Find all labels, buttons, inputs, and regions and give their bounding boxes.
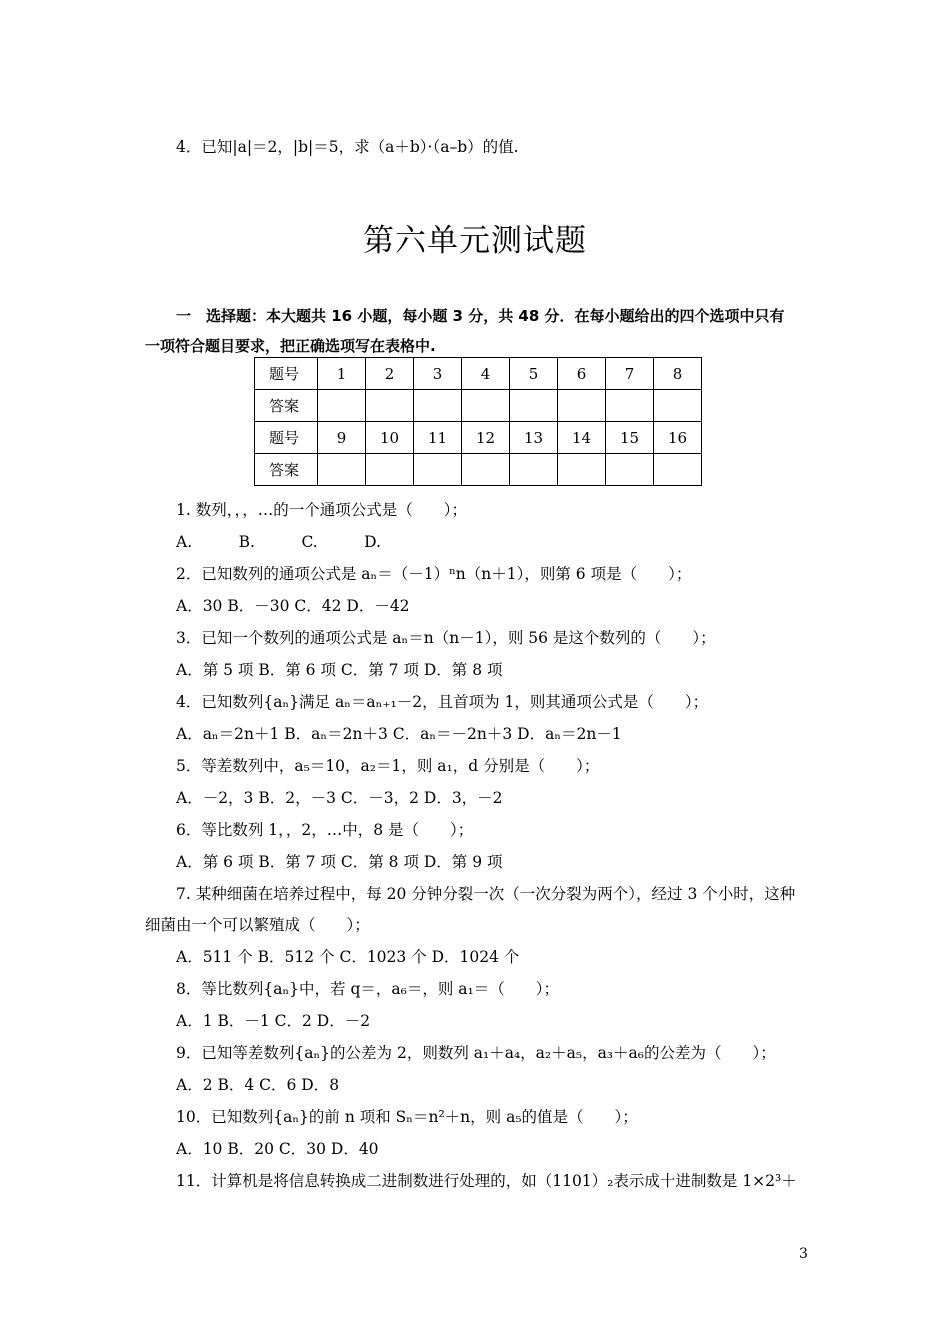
question-line: 5．等差数列中，a₅＝10，a₂＝1，则 a₁，d 分别是（ ）； [176, 757, 600, 775]
option-line: A．30 B．－30 C．42 D．－42 [176, 597, 410, 615]
answer-cell[interactable] [654, 454, 702, 486]
table-cell: 9 [318, 422, 366, 454]
table-cell: 12 [462, 422, 510, 454]
answer-cell[interactable] [558, 454, 606, 486]
question-line: 1. 数列，，，…的一个通项公式是（ ）； [176, 501, 467, 519]
question-line: 2．已知数列的通项公式是 aₙ＝（－1）ⁿn（n＋1），则第 6 项是（ ）； [176, 565, 692, 583]
question-line: 10．已知数列{aₙ}的前 n 项和 Sₙ＝n²＋n，则 a₅的值是（ ）； [176, 1108, 638, 1126]
table-cell: 5 [510, 358, 558, 390]
row-label-question: 题号 [255, 422, 318, 454]
table-row [255, 358, 702, 390]
answer-cell[interactable] [462, 390, 510, 422]
table-cell: 2 [366, 358, 414, 390]
answer-cell[interactable] [654, 390, 702, 422]
option-line: A．－2，3 B．2，－3 C．－3，2 D．3，－2 [176, 789, 503, 807]
answer-cell[interactable] [606, 454, 654, 486]
table-cell: 10 [366, 422, 414, 454]
table-cell: 6 [558, 358, 606, 390]
answer-cell[interactable] [510, 454, 558, 486]
option-line: A. B. C. D. [176, 533, 381, 551]
table-row [255, 454, 702, 486]
question-line: 4．已知数列{aₙ}满足 aₙ＝aₙ₊₁－2，且首项为 1，则其通项公式是（ ）； [176, 693, 709, 711]
page-number: 3 [799, 1246, 808, 1262]
table-cell: 13 [510, 422, 558, 454]
table-cell: 1 [318, 358, 366, 390]
table-row [255, 422, 702, 454]
row-label-answer: 答案 [255, 390, 318, 422]
option-line: A．2 B．4 C．6 D．8 [176, 1076, 340, 1094]
table-cell: 8 [654, 358, 702, 390]
question-7-line2: 细菌由一个可以繁殖成（ ）； [145, 916, 370, 934]
question-line: 9．已知等差数列{aₙ}的公差为 2，则数列 a₁＋a₄，a₂＋a₅，a₃＋a₆的公差为（ ）； [176, 1044, 776, 1062]
answer-cell[interactable] [606, 390, 654, 422]
table-cell: 14 [558, 422, 606, 454]
table-cell: 7 [606, 358, 654, 390]
section-instructions-line2: 一项符合题目要求，把正确选项写在表格中. [145, 337, 436, 355]
answer-cell[interactable] [366, 454, 414, 486]
answer-cell[interactable] [318, 454, 366, 486]
question-line: 6．等比数列 1，，2，…中，8 是（ ）； [176, 821, 474, 839]
question-line: 11．计算机是将信息转换成二进制数进行处理的，如（1101）₂表示成十进制数是 1×2³＋ [176, 1172, 797, 1190]
answer-cell[interactable] [510, 390, 558, 422]
previous-question-4: 4．已知|a|＝2，|b|＝5，求（a＋b）·（a–b）的值. [176, 138, 519, 156]
option-line: A．511 个 B．512 个 C．1023 个 D．1024 个 [176, 948, 520, 966]
option-line: A．10 B．20 C．30 D．40 [176, 1140, 379, 1158]
option-line: A．第 6 项 B．第 7 项 C．第 8 项 D．第 9 项 [176, 853, 503, 871]
table-cell: 16 [654, 422, 702, 454]
question-line: 8．等比数列{aₙ}中，若 q＝，a₆＝，则 a₁＝（ ）； [176, 980, 559, 998]
answer-cell[interactable] [366, 390, 414, 422]
table-cell: 15 [606, 422, 654, 454]
section-instructions-line1: 一 选择题：本大题共 16 小题，每小题 3 分，共 48 分．在每小题给出的四个选项中只有 [176, 307, 785, 325]
option-line: A．aₙ＝2n＋1 B．aₙ＝2n＋3 C．aₙ＝－2n＋3 D．aₙ＝2n－1 [176, 725, 622, 743]
answer-table [254, 357, 702, 486]
table-cell: 11 [414, 422, 462, 454]
row-label-answer: 答案 [255, 454, 318, 486]
table-row [255, 390, 702, 422]
table-cell: 3 [414, 358, 462, 390]
answer-cell[interactable] [558, 390, 606, 422]
option-line: A．第 5 项 B．第 6 项 C．第 7 项 D．第 8 项 [176, 661, 503, 679]
question-line: 3．已知一个数列的通项公式是 aₙ＝n（n－1），则 56 是这个数列的（ ）； [176, 629, 716, 647]
answer-cell[interactable] [462, 454, 510, 486]
answer-cell[interactable] [318, 390, 366, 422]
answer-cell[interactable] [414, 390, 462, 422]
page-title: 第六单元测试题 [363, 223, 587, 259]
option-line: A．1 B．－1 C．2 D．－2 [176, 1012, 371, 1030]
question-7-line1: 7. 某种细菌在培养过程中，每 20 分钟分裂一次（一次分裂为两个），经过 3 个小时，这种 [176, 885, 796, 903]
row-label-question: 题号 [255, 358, 318, 390]
answer-cell[interactable] [414, 454, 462, 486]
table-cell: 4 [462, 358, 510, 390]
